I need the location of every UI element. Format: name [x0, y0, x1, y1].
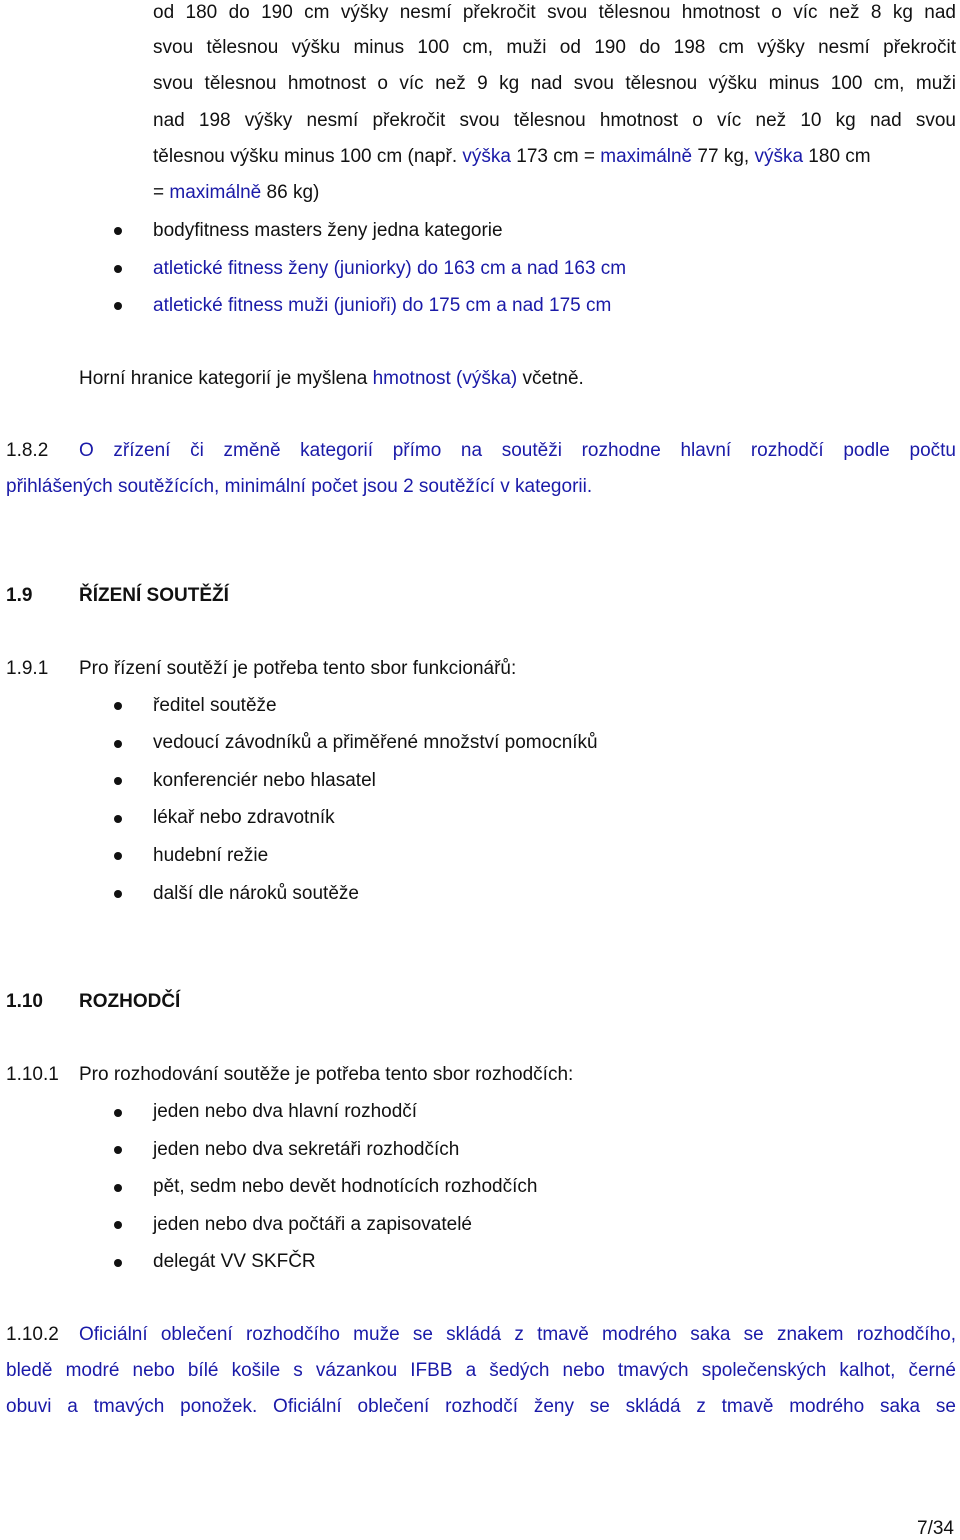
- list-item: pět, sedm nebo devět hodnotících rozhodčích: [153, 1176, 538, 1197]
- bullet-icon: [114, 1109, 122, 1117]
- section-intro: Pro řízení soutěží je potřeba tento sbor funkcionářů:: [79, 658, 517, 679]
- list-item: jeden nebo dva sekretáři rozhodčích: [153, 1139, 460, 1160]
- section-heading: ŘÍZENÍ SOUTĚŽÍ: [79, 585, 229, 606]
- list-item: vedoucí závodníků a přiměřené množství pomocníků: [153, 732, 598, 753]
- list-item: ředitel soutěže: [153, 695, 277, 716]
- paragraph-line: nad 198 výšky nesmí překročit svou tělesnou hmotnost o víc než 10 kg nad svou: [153, 110, 956, 131]
- section-intro: Pro rozhodování soutěže je potřeba tento sbor rozhodčích:: [79, 1064, 574, 1085]
- paragraph-line: svou tělesnou hmotnost o víc než 9 kg nad svou tělesnou výšku minus 100 cm, muži: [153, 73, 956, 94]
- bullet-icon: [114, 815, 122, 823]
- bullet-icon: [114, 1221, 122, 1229]
- bullet-icon: [114, 1184, 122, 1192]
- page-number: 7/34: [917, 1518, 954, 1539]
- paragraph-line: bledě modré nebo bílé košile s vázankou IFBB a šedých nebo tmavých společenských kalhot, černé: [6, 1360, 956, 1381]
- section-number: 1.10.2: [6, 1324, 59, 1345]
- list-item: delegát VV SKFČR: [153, 1251, 316, 1272]
- list-item: jeden nebo dva hlavní rozhodčí: [153, 1101, 418, 1122]
- list-item: lékař nebo zdravotník: [153, 807, 335, 828]
- paragraph-line: = maximálně 86 kg): [153, 182, 320, 203]
- section-number: 1.8.2: [6, 440, 49, 461]
- section-heading: ROZHODČÍ: [79, 991, 181, 1012]
- list-item: atletické fitness ženy (juniorky) do 163 cm a nad 163 cm: [153, 258, 627, 279]
- bullet-icon: [114, 1146, 122, 1154]
- list-item: další dle nároků soutěže: [153, 883, 359, 904]
- bullet-icon: [114, 265, 122, 273]
- bullet-icon: [114, 852, 122, 860]
- bullet-icon: [114, 702, 122, 710]
- list-item: bodyfitness masters ženy jedna kategorie: [153, 220, 503, 241]
- list-item: konferenciér nebo hlasatel: [153, 770, 376, 791]
- paragraph-line: svou tělesnou výšku minus 100 cm, muži od 190 do 198 cm výšky nesmí překročit: [153, 37, 956, 58]
- note-paragraph: Horní hranice kategorií je myšlena hmotnost (výška) včetně.: [79, 368, 584, 389]
- bullet-icon: [114, 740, 122, 748]
- paragraph-line: tělesnou výšku minus 100 cm (např. výška 173 cm = maximálně 77 kg, výška 180 cm: [153, 146, 871, 167]
- bullet-icon: [114, 1259, 122, 1267]
- paragraph-line: O zřízení či změně kategorií přímo na soutěži rozhodne hlavní rozhodčí podle počtu: [79, 440, 956, 461]
- paragraph-line: Oficiální oblečení rozhodčího muže se skládá z tmavě modrého saka se znakem rozhodčího,: [79, 1324, 956, 1345]
- paragraph-line: přihlášených soutěžících, minimální počet jsou 2 soutěžící v kategorii.: [6, 476, 593, 497]
- bullet-icon: [114, 302, 122, 310]
- bullet-icon: [114, 777, 122, 785]
- section-number: 1.10: [6, 991, 43, 1012]
- paragraph-line: od 180 do 190 cm výšky nesmí překročit svou tělesnou hmotnost o víc než 8 kg nad: [153, 2, 956, 23]
- section-number: 1.9: [6, 585, 33, 606]
- bullet-icon: [114, 227, 122, 235]
- list-item: atletické fitness muži (junioři) do 175 cm a nad 175 cm: [153, 295, 612, 316]
- section-number: 1.10.1: [6, 1064, 59, 1085]
- list-item: jeden nebo dva počtáři a zapisovatelé: [153, 1214, 473, 1235]
- paragraph-line: obuvi a tmavých ponožek. Oficiální oblečení rozhodčí ženy se skládá z tmavě modrého saka se: [6, 1396, 956, 1417]
- bullet-icon: [114, 890, 122, 898]
- section-number: 1.9.1: [6, 658, 49, 679]
- list-item: hudební režie: [153, 845, 269, 866]
